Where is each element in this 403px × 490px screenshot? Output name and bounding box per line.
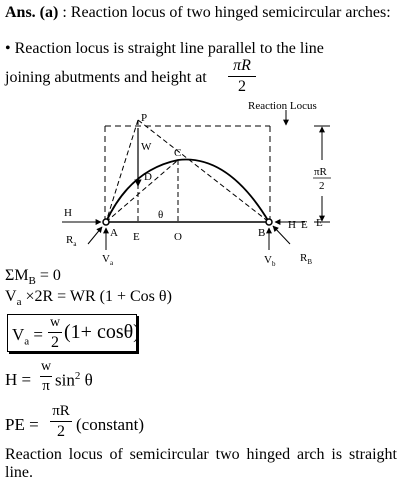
reaction-locus-frame bbox=[105, 126, 270, 222]
equation-va-rest: (1+ cosθ) bbox=[64, 321, 140, 343]
equation-va-fraction: w 2 bbox=[49, 315, 61, 351]
left-reaction-arrow bbox=[88, 227, 102, 244]
heading-text: : Reaction locus of two hinged semicircular arches: bbox=[58, 4, 391, 21]
equation-va-lhs: $V_a$ = bbox=[12, 325, 44, 348]
label-H-left: H bbox=[64, 207, 72, 219]
label-V-left: $V_a$ bbox=[102, 253, 114, 267]
height-numerator: πR bbox=[233, 57, 251, 74]
label-D: D bbox=[144, 171, 152, 183]
equation-pe-lhs: PE = bbox=[5, 415, 39, 434]
label-P: P bbox=[141, 112, 148, 124]
dimension-denominator: 2 bbox=[319, 180, 325, 192]
label-V-right: $V_b$ bbox=[264, 254, 276, 268]
label-A: A bbox=[110, 227, 118, 239]
bullet-icon: • bbox=[5, 40, 11, 57]
bullet-text-1: Reaction locus is straight line parallel to the line bbox=[14, 40, 324, 57]
equation-va-moment: $V_a \times 2R$ = WR (1 + Cos θ) bbox=[5, 288, 172, 309]
line-A-to-C bbox=[106, 160, 178, 222]
height-denominator: 2 bbox=[238, 78, 246, 95]
label-H-right: H bbox=[288, 219, 296, 231]
conclusion-text: Reaction locus of semicircular two hinged arch is straight line. bbox=[5, 446, 397, 481]
label-theta: θ bbox=[158, 209, 164, 221]
label-E-dim: E bbox=[316, 217, 323, 229]
equation-moment-sum: $\Sigma M_B = 0$ bbox=[5, 267, 61, 288]
label-W: W bbox=[141, 141, 152, 153]
bullet-line-2: joining abutments and height at bbox=[5, 69, 207, 86]
hinge-A bbox=[103, 219, 109, 225]
reaction-locus-label: Reaction Locus bbox=[248, 100, 317, 112]
line-P-to-B bbox=[138, 120, 269, 222]
answer-label: Ans. (a) bbox=[5, 4, 59, 21]
label-E-right: E bbox=[301, 219, 308, 231]
hinge-B bbox=[266, 219, 272, 225]
label-B: B bbox=[258, 227, 266, 239]
line-P-to-A bbox=[106, 120, 138, 222]
dimension-numerator: πR bbox=[314, 166, 327, 178]
equation-h-rest: $\sin^2 \theta$ bbox=[55, 370, 93, 390]
label-R-left: $R_a$ bbox=[66, 234, 77, 248]
label-R-right: $R_B$ bbox=[300, 252, 313, 266]
equation-pe-fraction: πR 2 bbox=[50, 404, 72, 440]
label-E-mid: E bbox=[133, 231, 140, 243]
semicircular-arch bbox=[106, 160, 269, 222]
equation-pe-rest: (constant) bbox=[76, 415, 144, 434]
equation-h-fraction: w π bbox=[40, 359, 52, 394]
label-O: O bbox=[174, 231, 182, 243]
label-C: C bbox=[174, 147, 182, 159]
equation-h-lhs: H = bbox=[5, 370, 32, 389]
